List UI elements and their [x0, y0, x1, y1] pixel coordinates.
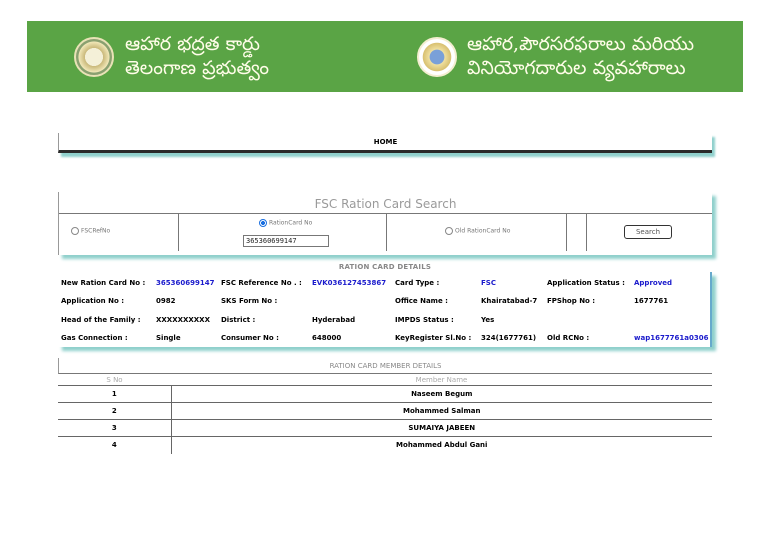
member-name: SUMAIYA JABEEN [171, 420, 712, 437]
option-rationcard-no[interactable] [259, 219, 312, 227]
member-sno: 4 [58, 437, 171, 454]
nav-bar [58, 133, 712, 153]
banner-title-left-line2: తెలంగాణ ప్రభుత్వం [125, 57, 270, 79]
detail-value: Hyderabad [312, 316, 356, 324]
detail-value: Approved [634, 279, 673, 287]
search-title: FSC Ration Card Search [59, 192, 712, 214]
option-label: RationCard No [269, 219, 313, 227]
member-name: Mohammed Salman [171, 403, 712, 420]
detail-label: IMPDS Status : [395, 316, 454, 324]
detail-label: Old RCNo : [547, 334, 590, 342]
banner-title-right-line2: వినియోగదారుల వ్యవహారాలు [467, 57, 686, 79]
detail-value: Khairatabad-7 [481, 297, 538, 305]
detail-value: 324(1677761) [481, 334, 537, 342]
member-name: Mohammed Abdul Gani [171, 437, 712, 454]
search-button-cell [587, 214, 713, 251]
detail-value: 365360699147 [156, 279, 215, 287]
rationcard-input[interactable]: 365360699147 [243, 235, 329, 247]
member-sno: 1 [58, 386, 171, 403]
member-sno: 3 [58, 420, 171, 437]
detail-value: Single [156, 334, 181, 342]
detail-value: wap1677761a0306 [634, 334, 709, 342]
member-sno: 2 [58, 403, 171, 420]
detail-label: Application No : [61, 297, 124, 305]
member-name: Naseem Begum [171, 386, 712, 403]
detail-value: 1677761 [634, 297, 669, 305]
banner-title-left-line1: ఆహార భద్రత కార్డు [125, 33, 260, 55]
banner-title-right-line1: ఆహార,పౌరసరఫరాలు మరియు [467, 33, 695, 55]
detail-label: Application Status : [547, 279, 625, 287]
member-details-title: RATION CARD MEMBER DETAILS [58, 358, 712, 374]
detail-value: 648000 [312, 334, 342, 342]
search-spacer-cell [567, 214, 587, 251]
search-button[interactable]: Search [624, 225, 672, 239]
radio-icon[interactable] [71, 227, 79, 235]
table-row [58, 386, 712, 403]
detail-label: SKS Form No : [221, 297, 278, 305]
detail-label: Office Name : [395, 297, 448, 305]
detail-label: New Ration Card No : [61, 279, 146, 287]
detail-label: FPShop No : [547, 297, 596, 305]
search-option-cell [387, 214, 567, 251]
header-sno: S No [106, 376, 123, 384]
header-member-name: Member Name [415, 376, 468, 384]
search-panel [58, 192, 712, 255]
detail-label: Consumer No : [221, 334, 279, 342]
option-label: Old RationCard No [455, 227, 511, 235]
member-table [58, 375, 712, 454]
table-row [58, 437, 712, 454]
option-old-rationcard-no[interactable] [445, 227, 510, 235]
home-link[interactable]: HOME [373, 138, 398, 146]
detail-label: Gas Connection : [61, 334, 128, 342]
radio-icon[interactable] [445, 227, 453, 235]
detail-value: 0982 [156, 297, 176, 305]
telangana-emblem-icon [74, 37, 114, 77]
table-row [58, 420, 712, 437]
ration-card-details [58, 272, 712, 347]
member-table-header [58, 375, 712, 386]
civil-supplies-logo-icon [417, 37, 457, 77]
detail-label: FSC Reference No . : [221, 279, 302, 287]
detail-label: KeyRegister Sl.No : [395, 334, 472, 342]
detail-label: Head of the Family : [61, 316, 141, 324]
details-title: RATION CARD DETAILS [338, 263, 432, 271]
search-option-cell [59, 214, 179, 251]
option-label: FSCRefNo [81, 227, 111, 235]
detail-label: District : [221, 316, 256, 324]
table-row [58, 403, 712, 420]
detail-value: XXXXXXXXXX [156, 316, 210, 324]
detail-value: Yes [481, 316, 495, 324]
search-option-cell [179, 214, 387, 251]
detail-value: FSC [481, 279, 496, 287]
radio-selected-icon[interactable] [259, 219, 267, 227]
option-fscrefno[interactable] [71, 227, 110, 235]
header-banner [27, 21, 743, 92]
detail-value: EVK036127453867 [312, 279, 387, 287]
detail-label: Card Type : [395, 279, 440, 287]
